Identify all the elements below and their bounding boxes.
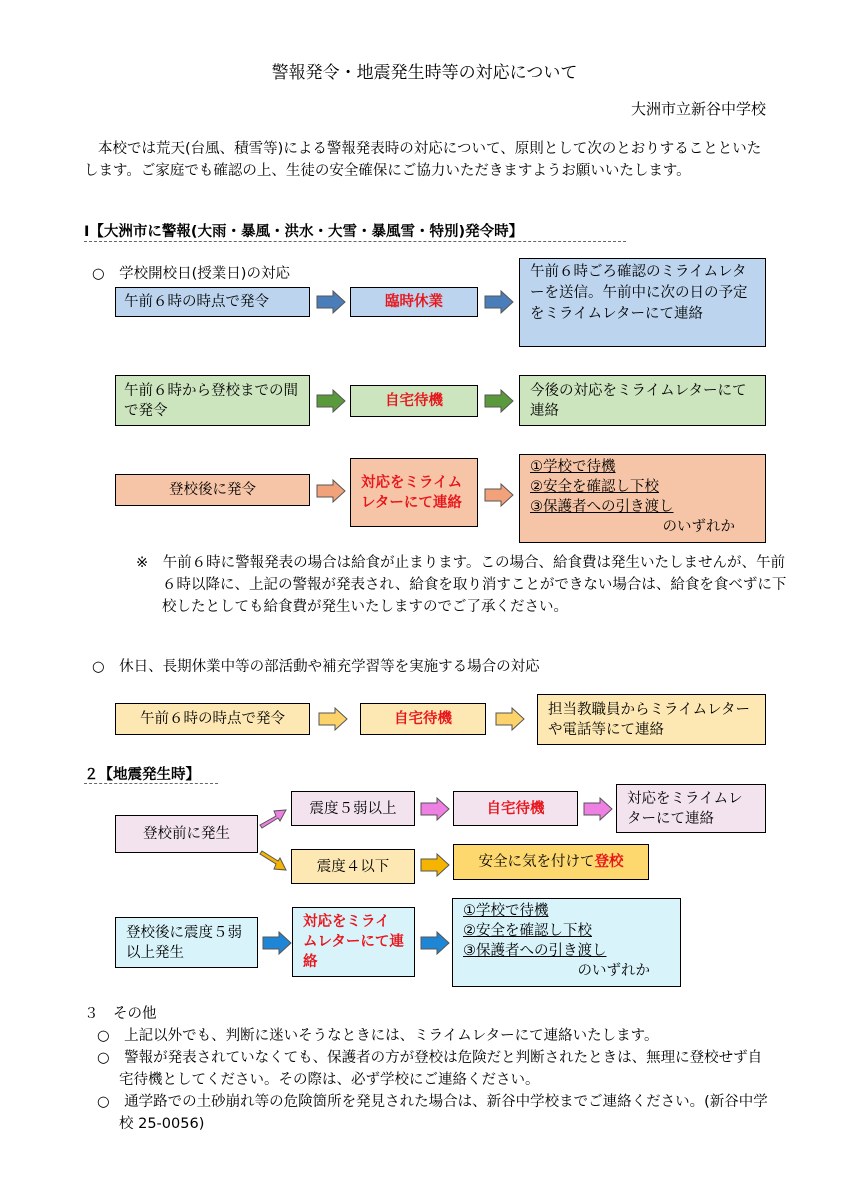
row1-result-box: 午前６時ごろ確認のミライムレターを送信。午前中に次の日の予定をミライムレターにて連絡	[519, 258, 766, 347]
after-result-item-2: ②安全を確認し下校	[463, 923, 592, 939]
holiday-condition-box: 午前６時の時点で発令	[115, 703, 310, 735]
before-high-arrow-3	[583, 797, 613, 821]
holiday-label: ○ 休日、長期休業中等の部活動や補充学習等を実施する場合の対応	[92, 659, 540, 675]
before-low-level-box: 震度４以下	[291, 849, 415, 884]
row3-action-box: 対応をミライムレターにて連絡	[350, 458, 478, 527]
row3-arrow-2	[484, 483, 514, 507]
before-condition-box: 登校前に発生	[115, 815, 258, 853]
before-high-arrow-2	[420, 797, 450, 821]
section3-item-2: ○ 警報が発表されていなくても、保護者の方が登校は危険だと判断されたときは、無理に登校せず自宅待機としてください。その際は、必ず学校にご連絡ください。	[97, 1050, 763, 1088]
before-high-action-box: 自宅待機	[453, 791, 578, 826]
before-low-action-box	[453, 844, 649, 880]
before-low-arrow	[258, 850, 288, 874]
after-result-box	[452, 898, 681, 987]
before-high-result-box: 対応をミライムレターにて連絡	[616, 784, 766, 833]
row2-condition-box: 午前６時から登校までの間で発令	[115, 375, 310, 426]
row2-action-box: 自宅待機	[350, 385, 478, 417]
row3-result-box	[519, 454, 766, 543]
row3-result-item-1: ①学校で待機	[530, 459, 616, 475]
section2-heading	[84, 763, 218, 784]
lunch-note	[136, 552, 798, 618]
row1-arrow-1	[316, 290, 346, 314]
section3-item-3: ○ 通学路での土砂崩れ等の危険箇所を発見された場合は、新谷中学校までご連絡ください。(新谷中学校 25-0056)	[97, 1094, 768, 1132]
before-low-action-emph: 登校	[594, 854, 624, 870]
row3-result-suffix: のいずれか	[662, 519, 735, 535]
lunch-note-mark: ※	[136, 555, 149, 571]
row2-arrow-2	[484, 389, 514, 413]
holiday-arrow-1	[318, 707, 348, 731]
school-name: 大洲市立新谷中学校	[630, 100, 766, 118]
holiday-arrow-2	[495, 707, 525, 731]
after-arrow-2	[420, 931, 450, 955]
section3	[84, 1003, 774, 1135]
row2-result-box: 今後の対応をミライムレターにて連絡	[519, 375, 766, 426]
after-action-box: 対応をミライムレターにて連絡	[292, 907, 415, 977]
after-arrow-1	[262, 931, 292, 955]
row1-action-box: 臨時休業	[350, 287, 478, 317]
before-low-arrow-2	[420, 853, 450, 877]
row3-result-item-3: ③保護者への引き渡し	[530, 499, 674, 515]
holiday-action-box: 自宅待機	[360, 703, 486, 735]
section3-item-1: ○ 上記以外でも、判断に迷いそうなときには、ミライムレターにて連絡いたします。	[97, 1028, 659, 1044]
row1-condition-box: 午前６時の時点で発令	[115, 287, 310, 317]
lunch-note-text: 午前６時に警報発表の場合は給食が止まります。この場合、給食費は発生いたしませんが、午前６時以降に、上記の警報が発表され、給食を取り消すことができない場合は、給食を食べずに下校したとしても給食費が発生いたしますのでご了承ください。	[162, 555, 787, 615]
row3-result-item-2: ②安全を確認し下校	[530, 479, 659, 495]
after-result-suffix: のいずれか	[577, 963, 650, 979]
section1-heading	[84, 220, 626, 241]
page-title: 警報発令・地震発生時等の対応について	[271, 63, 578, 83]
before-high-arrow	[258, 805, 288, 829]
section1-heading-text: Ⅰ【大洲市に警報(大雨・暴風・洪水・大雪・暴風雪・特別)発令時】	[84, 224, 524, 240]
row3-condition-box: 登校後に発令	[115, 474, 310, 506]
before-low-action-prefix: 安全に気を付けて	[478, 854, 595, 870]
section3-heading: ３ その他	[84, 1006, 157, 1022]
after-condition-box: 登校後に震度５弱以上発生	[115, 917, 258, 968]
before-high-level-box: 震度５弱以上	[291, 791, 415, 826]
section1-heading-underline	[84, 241, 626, 242]
holiday-result-box: 担当教職員からミライムレターや電話等にて連絡	[537, 694, 766, 745]
school-day-label: ○ 学校開校日(授業日)の対応	[92, 266, 290, 282]
section2-heading-underline	[84, 783, 218, 784]
after-result-item-1: ①学校で待機	[463, 903, 549, 919]
row3-arrow-1	[316, 479, 346, 503]
after-result-item-3: ③保護者への引き渡し	[463, 943, 607, 959]
intro-paragraph: 本校では荒天(台風、積雪等)による警報発表時の対応について、原則として次のとおりすることといたします。ご家庭でも確認の上、生徒の安全確保にご協力いただきますようお願いいたします。	[84, 141, 762, 179]
row2-arrow-1	[316, 389, 346, 413]
section2-heading-text: ２【地震発生時】	[84, 767, 200, 783]
row1-arrow-2	[484, 290, 514, 314]
